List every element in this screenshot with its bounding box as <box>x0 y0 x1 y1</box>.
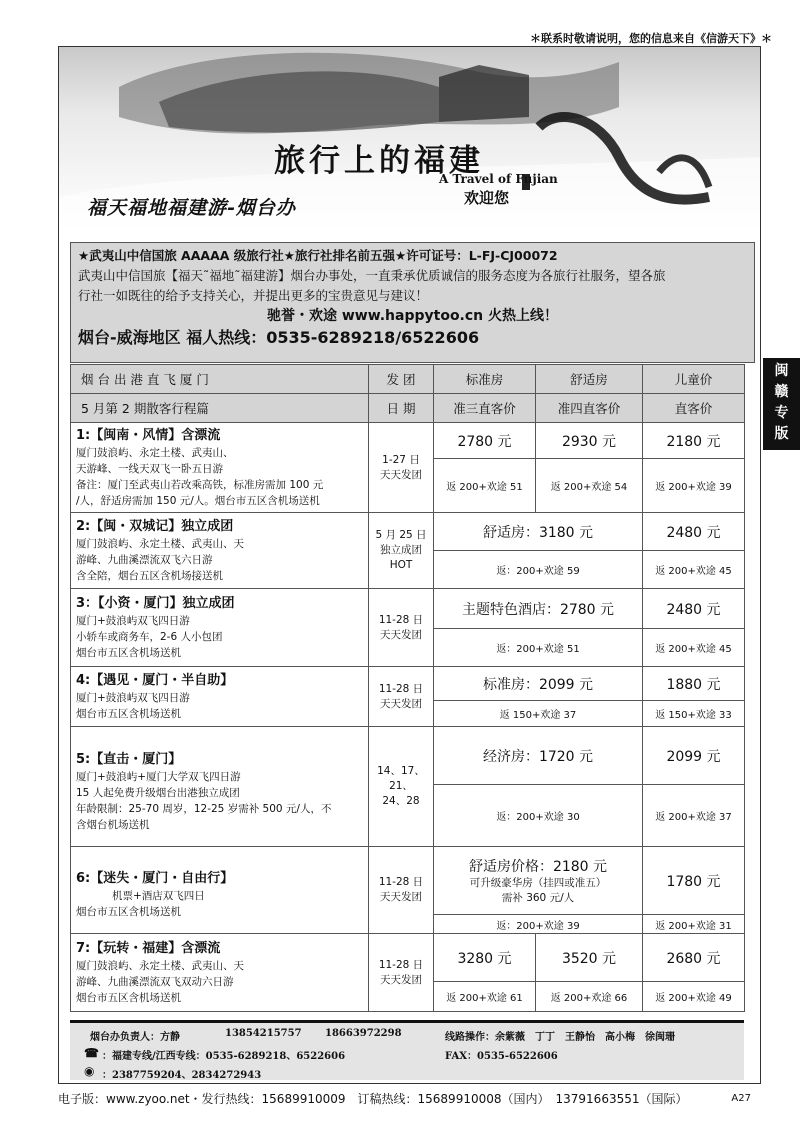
qq-icon: ◉ <box>84 1064 95 1078</box>
agency-intro-2: 行社一如既往的给予支持关心，并提出更多的宝贵意见与建议！ <box>78 288 429 303</box>
publication-footer <box>58 1090 761 1107</box>
child-price: 1880 元 <box>643 667 745 701</box>
comfort-rebate: 返 200+欢途 54 <box>536 459 643 513</box>
merged-price: 舒适房：3180 元 <box>434 513 643 551</box>
tour-line: 备注：厦门至武夷山若改乘高铁，标准房需加 100 元 <box>76 479 324 491</box>
manager-phone-2: 18663972298 <box>325 1028 402 1039</box>
child-rebate: 返 200+欢途 37 <box>643 785 745 847</box>
child-rebate: 返 200+欢途 45 <box>643 551 745 589</box>
tour-date-line: 天天发团 <box>380 697 422 710</box>
banner-title: 旅行上的福建 <box>274 143 484 179</box>
table-row <box>71 727 745 785</box>
tour-date <box>369 847 434 934</box>
tour-description <box>71 934 369 1012</box>
tour-name: 5:【直击・厦门】 <box>76 751 182 767</box>
standard-price: 2780 元 <box>434 423 536 459</box>
merged-price: 主题特色酒店：2780 元 <box>434 589 643 629</box>
tour-name: 2:【闽・双城记】独立成团 <box>76 519 234 534</box>
agency-info-box <box>70 242 755 363</box>
route-operators: 线路操作：余紫薇 丁丁 王静怡 高小梅 徐闽珊 <box>445 1032 675 1043</box>
tour-date-line: 11-28 日 <box>378 682 424 695</box>
phone-icon: ☎ <box>84 1046 99 1060</box>
tour-name: 6:【迷失・厦门・自由行】 <box>76 871 234 886</box>
tour-date <box>369 934 434 1012</box>
header-route: 烟 台 出 港 直 飞 厦 门 <box>71 365 369 394</box>
tour-date-line: 11-28 日 <box>378 613 424 626</box>
child-price: 2180 元 <box>643 423 745 459</box>
header-standard: 标准房 <box>434 365 536 394</box>
tour-line: 烟台市五区含机场送机 <box>76 647 181 659</box>
child-rebate: 返 200+欢途 45 <box>643 629 745 667</box>
agency-intro-1: 武夷山中信国旅【福天˜福地˜福建游】烟台办事处，一直秉承优质诚信的服务态度为各旅行社服务，望各旅 <box>78 268 666 283</box>
tour-description <box>71 589 369 667</box>
banner-slogan: 福天福地福建游-烟台办 <box>87 197 296 219</box>
merged-rebate: 返：200+欢途 59 <box>434 551 643 589</box>
publication-info: 电子版：www.zyoo.net・发行热线：15689910009 订稿热线：15689910008（国内） 13791663551（国际） <box>58 1092 688 1106</box>
tour-line: 15 人起免费升级烟台出港独立成团 <box>76 786 240 799</box>
page-number: A27 <box>731 1093 751 1104</box>
tour-line: 游峰、九曲溪漂流双飞六日游 <box>76 554 213 566</box>
tour-date-line: 14、17、21、 <box>377 765 425 792</box>
tour-date <box>369 589 434 667</box>
banner <box>59 47 760 237</box>
comfort-price: 3520 元 <box>536 934 643 982</box>
header-standard-sub: 准三直客价 <box>434 394 536 423</box>
child-rebate: 返 150+欢途 33 <box>643 701 745 727</box>
tour-date-line: 1-27 日 <box>382 453 420 466</box>
standard-rebate: 返 200+欢途 51 <box>434 459 536 513</box>
tour-name: 3：【小资・厦门】独立成团 <box>76 596 235 611</box>
source-note: ＊联系时敬请说明，您的信息来自《信游天下》＊ <box>530 32 772 45</box>
tour-date <box>369 727 434 847</box>
manager-phone-1: 13854215757 <box>225 1028 302 1039</box>
tour-line: 含烟台机场送机 <box>76 818 150 831</box>
hot-badge: HOT <box>389 559 413 571</box>
child-price: 2480 元 <box>643 589 745 629</box>
upgrade-note: 可升级豪华房（挂四或准五） <box>469 876 607 889</box>
tour-description <box>71 727 369 847</box>
child-rebate: 返 200+欢途 31 <box>643 915 745 934</box>
header-period: 5 月第 2 期散客行程篇 <box>71 394 369 423</box>
comfort-price: 2930 元 <box>536 423 643 459</box>
tour-price-table <box>70 364 745 1012</box>
fax-number: FAX：0535-6522606 <box>445 1051 558 1062</box>
tour-name: 4:【遇见・厦门・半自助】 <box>76 673 234 688</box>
table-row <box>71 934 745 982</box>
tour-line: 烟台市五区含机场送机 <box>76 992 181 1004</box>
tour-date-line: 11-28 日 <box>378 958 424 971</box>
tour-line: 厦门鼓浪屿、永定土楼、武夷山、 <box>76 447 234 459</box>
section-tab-char: 版 <box>774 426 789 442</box>
header-date: 发 团 <box>369 365 434 394</box>
tour-line: /人，舒适房需加 150 元/人。烟台市五区含机场送机 <box>76 495 320 507</box>
website-promo: 驰誉・欢途 www.happytoo.cn 火热上线！ <box>266 308 559 324</box>
tour-line: 厦门+鼓浪屿+厦门大学双飞四日游 <box>76 770 241 783</box>
child-price: 1780 元 <box>643 847 745 915</box>
specialty-hotline: ：福建专线/江西专线：0535-6289218、6522606 <box>102 1051 346 1062</box>
child-price: 2099 元 <box>643 727 745 785</box>
tour-line: 游峰、九曲溪漂流双飞双动六日游 <box>76 976 234 988</box>
section-tab <box>763 358 800 450</box>
standard-rebate: 返 200+欢途 61 <box>434 982 536 1012</box>
tour-name: 1:【闽南・风情】含漂流 <box>76 428 221 443</box>
tour-date <box>369 513 434 589</box>
merged-rebate: 返：200+欢途 39 <box>434 915 643 934</box>
tour-description <box>71 847 369 934</box>
merged-price <box>434 847 643 915</box>
tour-line: 含全陪，烟台五区含机场接送机 <box>76 570 223 582</box>
tour-line: 厦门+鼓浪屿双飞四日游 <box>76 692 190 704</box>
child-rebate: 返 200+欢途 49 <box>643 982 745 1012</box>
table-row <box>71 513 745 551</box>
tour-date <box>369 667 434 727</box>
tour-description <box>71 667 369 727</box>
qq-numbers: ：2387759204、2834272943 <box>102 1070 262 1081</box>
merged-price: 标准房：2099 元 <box>434 667 643 701</box>
section-tab-char: 闽 <box>774 363 789 379</box>
child-price: 2480 元 <box>643 513 745 551</box>
tour-line: 厦门鼓浪屿、永定土楼、武夷山、天 <box>76 538 244 550</box>
hotline: 烟台-威海地区 福人热线：0535-6289218/6522606 <box>78 328 480 347</box>
header-comfort: 舒适房 <box>536 365 643 394</box>
table-header-row <box>71 365 745 394</box>
merged-rebate: 返：200+欢途 30 <box>434 785 643 847</box>
tour-description <box>71 513 369 589</box>
tour-line: 厦门鼓浪屿、永定土楼、武夷山、天 <box>76 960 244 972</box>
tour-line: 年龄限制：25-70 周岁，12-25 岁需补 500 元/人，不 <box>76 802 332 815</box>
banner-english: A Travel of Fujian <box>439 172 558 186</box>
merged-rebate: 返：200+欢途 51 <box>434 629 643 667</box>
tour-description <box>71 423 369 513</box>
merged-price-text: 舒适房价格：2180 元 <box>468 858 608 875</box>
tour-line: 天游峰、一线天双飞一卧五日游 <box>76 463 223 475</box>
comfort-rebate: 返 200+欢途 66 <box>536 982 643 1012</box>
table-row <box>71 423 745 459</box>
table-row <box>71 589 745 629</box>
tour-date-line: 11-28 日 <box>378 876 424 888</box>
tour-date-line: 独立成团 <box>380 544 422 556</box>
section-tab-char: 专 <box>774 405 789 421</box>
table-header-row <box>71 394 745 423</box>
header-child: 儿童价 <box>643 365 745 394</box>
header-comfort-sub: 准四直客价 <box>536 394 643 423</box>
standard-price: 3280 元 <box>434 934 536 982</box>
banner-welcome: 欢迎您 <box>464 189 510 207</box>
table-row <box>71 847 745 915</box>
tour-line: 烟台市五区含机场送机 <box>76 708 181 720</box>
tour-date-line: 天天发团 <box>380 628 422 641</box>
tour-line: 机票+酒店双飞四日 <box>112 890 205 902</box>
tour-line: 厦门+鼓浪屿双飞四日游 <box>76 615 190 627</box>
tour-date-line: 5 月 25 日 <box>375 529 427 541</box>
child-price: 2680 元 <box>643 934 745 982</box>
section-tab-char: 赣 <box>774 384 789 400</box>
tour-date <box>369 423 434 513</box>
child-rebate: 返 200+欢途 39 <box>643 459 745 513</box>
header-date-sub: 日 期 <box>369 394 434 423</box>
tour-date-line: 24、28 <box>382 795 420 807</box>
merged-rebate: 返 150+欢途 37 <box>434 701 643 727</box>
table-row <box>71 667 745 701</box>
tour-name: 7:【玩转・福建】含漂流 <box>76 941 221 956</box>
tour-line: 小轿车或商务车，2-6 人小包团 <box>76 631 223 643</box>
agency-credentials: ★武夷山中信国旅 AAAAA 级旅行社★旅行社排名前五强★许可证号：L-FJ-CJ00072 <box>78 248 558 263</box>
upgrade-fee: 需补 360 元/人 <box>501 891 575 904</box>
merged-price: 经济房：1720 元 <box>434 727 643 785</box>
tour-date-line: 天天发团 <box>380 891 422 903</box>
tour-date-line: 天天发团 <box>380 973 422 986</box>
tour-date-line: 天天发团 <box>380 468 422 481</box>
header-child-sub: 直客价 <box>643 394 745 423</box>
tour-line: 烟台市五区含机场送机 <box>76 906 181 918</box>
office-manager: 烟台办负责人：方静 <box>90 1032 180 1043</box>
contact-footer <box>70 1020 744 1080</box>
